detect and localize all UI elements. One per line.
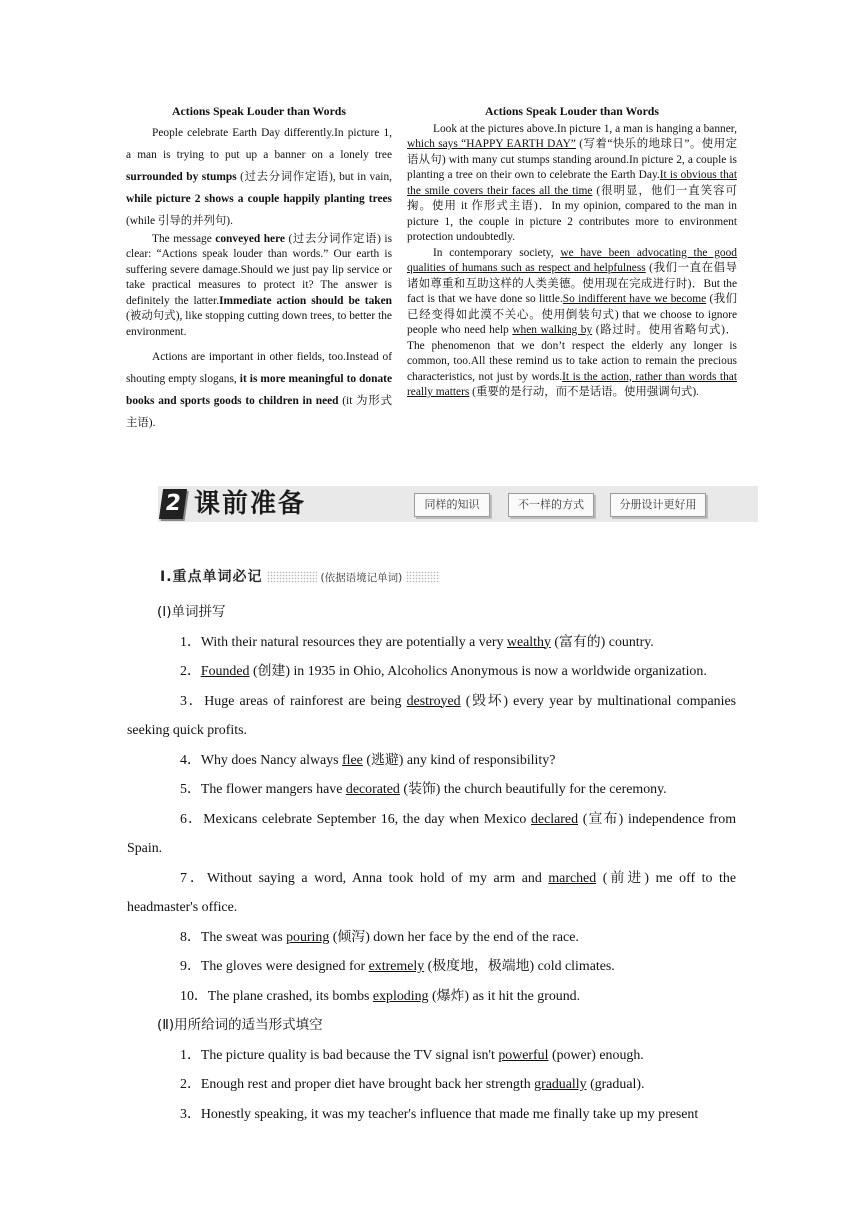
- item-text: (power) enough.: [548, 1047, 644, 1063]
- item-text: Mexicans celebrate September 16, the day when Mexico: [203, 811, 531, 827]
- item-number: 9．: [180, 959, 201, 974]
- item-text: Huge areas of rainforest are being: [204, 693, 407, 709]
- item-text: The plane crashed, its bombs: [207, 988, 373, 1004]
- banner-tag: 不一样的方式: [508, 493, 594, 517]
- answer-word: decorated: [345, 782, 400, 797]
- item-text: The sweat was: [200, 929, 287, 945]
- answer-word: Founded: [200, 664, 250, 679]
- answer-word: gradually: [534, 1077, 587, 1092]
- exercise-list: [127, 1041, 736, 1130]
- bold-phrase: it is more meaningful to donate books and sports goods to children in need: [126, 373, 392, 407]
- exercise-item: [127, 775, 736, 805]
- answer-word: pouring: [286, 929, 330, 945]
- exercise-item: [127, 805, 736, 864]
- underlined-phrase: when walking by: [512, 324, 593, 336]
- item-number: 10．: [180, 988, 208, 1004]
- item-number: 5．: [180, 782, 201, 797]
- item-text: The gloves were designed for: [200, 959, 369, 974]
- item-text: (毁坏) every year by multinational companies seeking quick profits.: [127, 693, 737, 738]
- exercise-area: [127, 598, 736, 1129]
- text: (while 引导的并列句).: [126, 214, 233, 227]
- item-text: (爆炸) as it hit the ground.: [428, 988, 581, 1004]
- text: Look at the pictures above.In picture 1, a man is hanging a banner,: [433, 122, 737, 135]
- part-heading: (Ⅰ)单词拼写: [157, 604, 226, 620]
- exercise-item: [127, 1041, 736, 1071]
- underlined-phrase: So indifferent have we become: [562, 293, 707, 305]
- item-text: (装饰) the church beautifully for the ceremony.: [399, 782, 667, 797]
- item-number: 1．: [180, 1047, 201, 1063]
- bold-phrase: while picture 2 shows a couple happily planting trees: [126, 192, 392, 205]
- bold-phrase: surrounded by stumps: [126, 170, 237, 183]
- dotted-decoration: [267, 571, 317, 583]
- text: (重要的是行动，而不是话语。使用强调句式).: [469, 386, 700, 398]
- text: In contemporary society,: [433, 246, 561, 259]
- banner-tag: 分册设计更好用: [610, 493, 706, 517]
- exercise-item: [127, 1100, 736, 1130]
- section-banner: [158, 486, 758, 522]
- item-number: 2．: [180, 1077, 201, 1092]
- answer-word: marched: [548, 870, 597, 886]
- text: People celebrate Earth Day differently.In picture 1, a man is trying to put up a banner on a lonely tree: [126, 126, 392, 161]
- text: (过去分词作定语), but in vain,: [236, 170, 393, 183]
- exercise-item: [127, 657, 736, 687]
- text: The message: [152, 232, 216, 245]
- banner-tag: 同样的知识: [414, 493, 490, 517]
- item-text: The flower mangers have: [200, 782, 346, 797]
- exercise-item: [127, 746, 736, 776]
- essay-paragraph: [407, 122, 737, 246]
- underlined-phrase: we have been advocating the good qualities of humans such as respect and helpfulness: [407, 246, 737, 274]
- item-number: 3．: [180, 693, 205, 709]
- underlined-phrase: It is the action, rather than words that really matters: [407, 370, 737, 398]
- item-number: 2．: [180, 664, 201, 679]
- bold-phrase: conveyed here: [215, 232, 285, 245]
- text: (被动句式), like stopping cutting down trees, to better the environment.: [126, 310, 392, 338]
- item-text: (极度地，极端地) cold climates.: [424, 959, 615, 974]
- answer-word: flee: [342, 752, 363, 768]
- essay-title: Actions Speak Louder than Words: [172, 104, 346, 118]
- item-text: (倾泻) down her face by the end of the race.: [329, 929, 579, 945]
- section-note: (依据语境记单词): [320, 572, 403, 584]
- answer-word: powerful: [498, 1047, 549, 1063]
- exercise-item: [127, 923, 736, 953]
- banner-title: 课前准备: [194, 489, 307, 519]
- essay-paragraph: [126, 232, 392, 341]
- item-text: (创建) in 1935 in Ohio, Alcoholics Anonymous is now a worldwide organization.: [249, 664, 707, 679]
- item-text: (宣布) independence from Spain.: [127, 811, 736, 856]
- text: (路过时。使用省略句式)．The phenomenon that we don’t respect the elderly any longer is common, too.All these remind us to take action to remain the precious characteristics, not just by words.: [407, 324, 737, 383]
- text: (it 为形式主语).: [126, 395, 392, 429]
- item-text: (富有的) country.: [550, 634, 654, 650]
- item-number: 3．: [180, 1106, 201, 1122]
- item-number: 4．: [180, 752, 201, 768]
- answer-word: destroyed: [406, 693, 461, 709]
- exercise-item: [127, 952, 736, 982]
- item-text: Honestly speaking, it was my teacher's influence that made me finally take up my present: [200, 1106, 699, 1122]
- exercise-item: [127, 687, 736, 746]
- part-heading: (Ⅱ)用所给词的适当形式填空: [157, 1017, 323, 1033]
- section-heading: [160, 566, 500, 586]
- text: (我们一直在倡导诸如尊重和互助这样的人类美德。使用现在完成进行时)．But the fact is that we have done so little.: [407, 262, 737, 305]
- exercise-item: [127, 864, 736, 923]
- essay-paragraph: [126, 122, 392, 232]
- text: (很明显，他们一直笑容可掬。使用 it 作形式主语)．In my opinion, compared to the man in picture 1, the couple in picture 2 contributes more to environment protection undoubtedly.: [407, 184, 737, 243]
- item-number: 7．: [180, 870, 208, 886]
- text: Actions are important in other fields, too.Instead of shouting empty slogans,: [126, 351, 392, 385]
- answer-word: extremely: [368, 959, 425, 974]
- item-text: (逃避) any kind of responsibility?: [362, 752, 556, 768]
- item-text: (前进) me off to the headmaster's office.: [127, 870, 736, 915]
- bold-phrase: Immediate action should be taken: [219, 294, 392, 307]
- exercise-item: [127, 628, 736, 658]
- exercise-item: [127, 1070, 736, 1100]
- essay-paragraph: [407, 246, 737, 401]
- sample-essay-left: [126, 104, 392, 434]
- essay-title: Actions Speak Louder than Words: [485, 104, 659, 118]
- section-number-badge: 2: [159, 489, 187, 519]
- underlined-phrase: which says “HAPPY EARTH DAY”: [407, 138, 576, 150]
- item-text: Why does Nancy always: [200, 752, 343, 768]
- item-number: 6．: [180, 811, 204, 827]
- item-number: 1．: [180, 634, 201, 650]
- exercise-item: [127, 982, 736, 1012]
- sample-essay-right: [407, 104, 737, 401]
- text: (写着“快乐的地球日”。使用定语从句) with many cut stumps standing around.In picture 2, a couple is planting a tree on their own to celebrate the Earth Day.: [407, 138, 737, 181]
- item-text: Without saying a word, Anna took hold of my arm and: [207, 870, 549, 886]
- text: (我们已经变得如此漠不关心。使用倒装句式) that we choose to ignore people who need help: [407, 293, 737, 336]
- underlined-phrase: It is obvious that the smile covers their faces all the time: [407, 169, 737, 197]
- text: (过去分词作定语) is clear: “Actions speak louder than words.” Our earth is suffering severe damage.Should we just pay lip service or take practical measures to protect it? The answer is definitely the latter.: [126, 232, 392, 307]
- answer-word: exploding: [372, 988, 429, 1004]
- item-text: (gradual).: [586, 1077, 645, 1092]
- essay-paragraph: [126, 346, 392, 434]
- item-number: 8．: [180, 929, 201, 945]
- dotted-decoration: [406, 571, 440, 583]
- answer-word: wealthy: [506, 634, 551, 650]
- item-text: Enough rest and proper diet have brought back her strength: [200, 1077, 535, 1092]
- item-text: The picture quality is bad because the TV signal isn't: [200, 1047, 499, 1063]
- item-text: With their natural resources they are potentially a very: [200, 634, 507, 650]
- exercise-list: [127, 628, 736, 1012]
- section-title: Ⅰ.重点单词必记: [160, 569, 263, 585]
- answer-word: declared: [530, 811, 579, 827]
